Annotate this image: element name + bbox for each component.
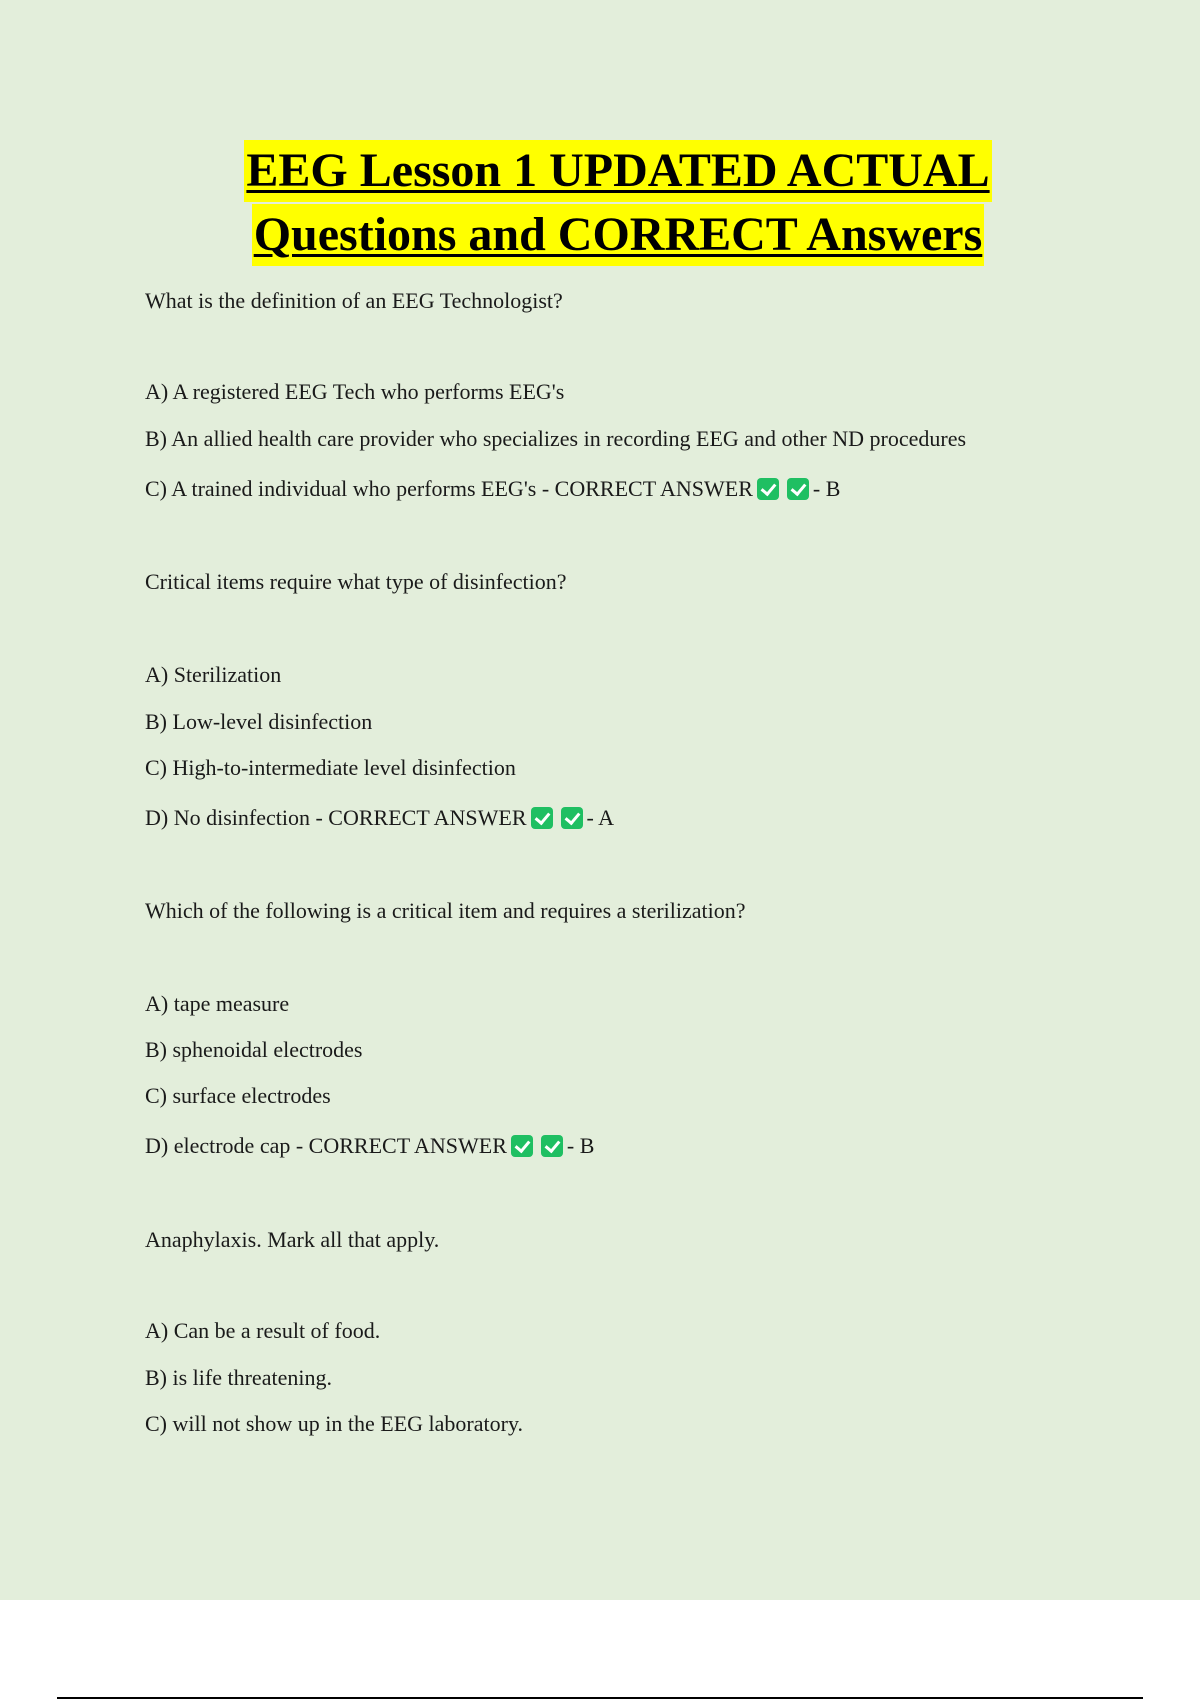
- check-icon: [541, 1135, 563, 1157]
- answer-option: A) Sterilization: [145, 662, 282, 687]
- answer-option: B) sphenoidal electrodes: [145, 1037, 363, 1062]
- title-line-1: EEG Lesson 1 UPDATED ACTUAL: [244, 140, 991, 202]
- answer-option-with-key: [145, 1132, 594, 1160]
- answer-option-with-key: [145, 475, 840, 503]
- check-icon: [531, 807, 553, 829]
- check-icon: [561, 807, 583, 829]
- question-prompt: What is the definition of an EEG Technologist?: [145, 288, 563, 313]
- correct-answer: - A: [586, 805, 615, 830]
- answer-option: B) An allied health care provider who specializes in recording EEG and other ND procedures: [145, 426, 967, 451]
- question-prompt: Critical items require what type of disinfection?: [145, 569, 567, 594]
- answer-option: A) Can be a result of food.: [145, 1318, 381, 1343]
- question-prompt: Which of the following is a critical item and requires a sterilization?: [145, 898, 746, 923]
- answer-option: C) will not show up in the EEG laboratory.: [145, 1411, 524, 1436]
- correct-answer: - B: [812, 476, 841, 501]
- answer-option: A) tape measure: [145, 991, 290, 1016]
- answer-option: C) surface electrodes: [145, 1083, 331, 1108]
- answer-option: B) is life threatening.: [145, 1365, 332, 1390]
- footer-divider: [57, 1697, 1143, 1699]
- check-icon: [787, 478, 809, 500]
- question-prompt: Anaphylaxis. Mark all that apply.: [145, 1227, 440, 1252]
- answer-option: D) electrode cap - CORRECT ANSWER: [145, 1133, 507, 1158]
- check-icon: [511, 1135, 533, 1157]
- check-icon: [757, 478, 779, 500]
- document-title: [0, 140, 1200, 268]
- answer-option: B) Low-level disinfection: [145, 709, 373, 734]
- answer-option: A) A registered EEG Tech who performs EEG's: [145, 379, 565, 404]
- title-line-2: Questions and CORRECT Answers: [252, 204, 985, 266]
- answer-option: C) A trained individual who performs EEG's - CORRECT ANSWER: [145, 476, 753, 501]
- correct-answer: - B: [566, 1133, 595, 1158]
- answer-option: C) High-to-intermediate level disinfection: [145, 755, 516, 780]
- answer-option-with-key: [145, 804, 614, 832]
- answer-option: D) No disinfection - CORRECT ANSWER: [145, 805, 527, 830]
